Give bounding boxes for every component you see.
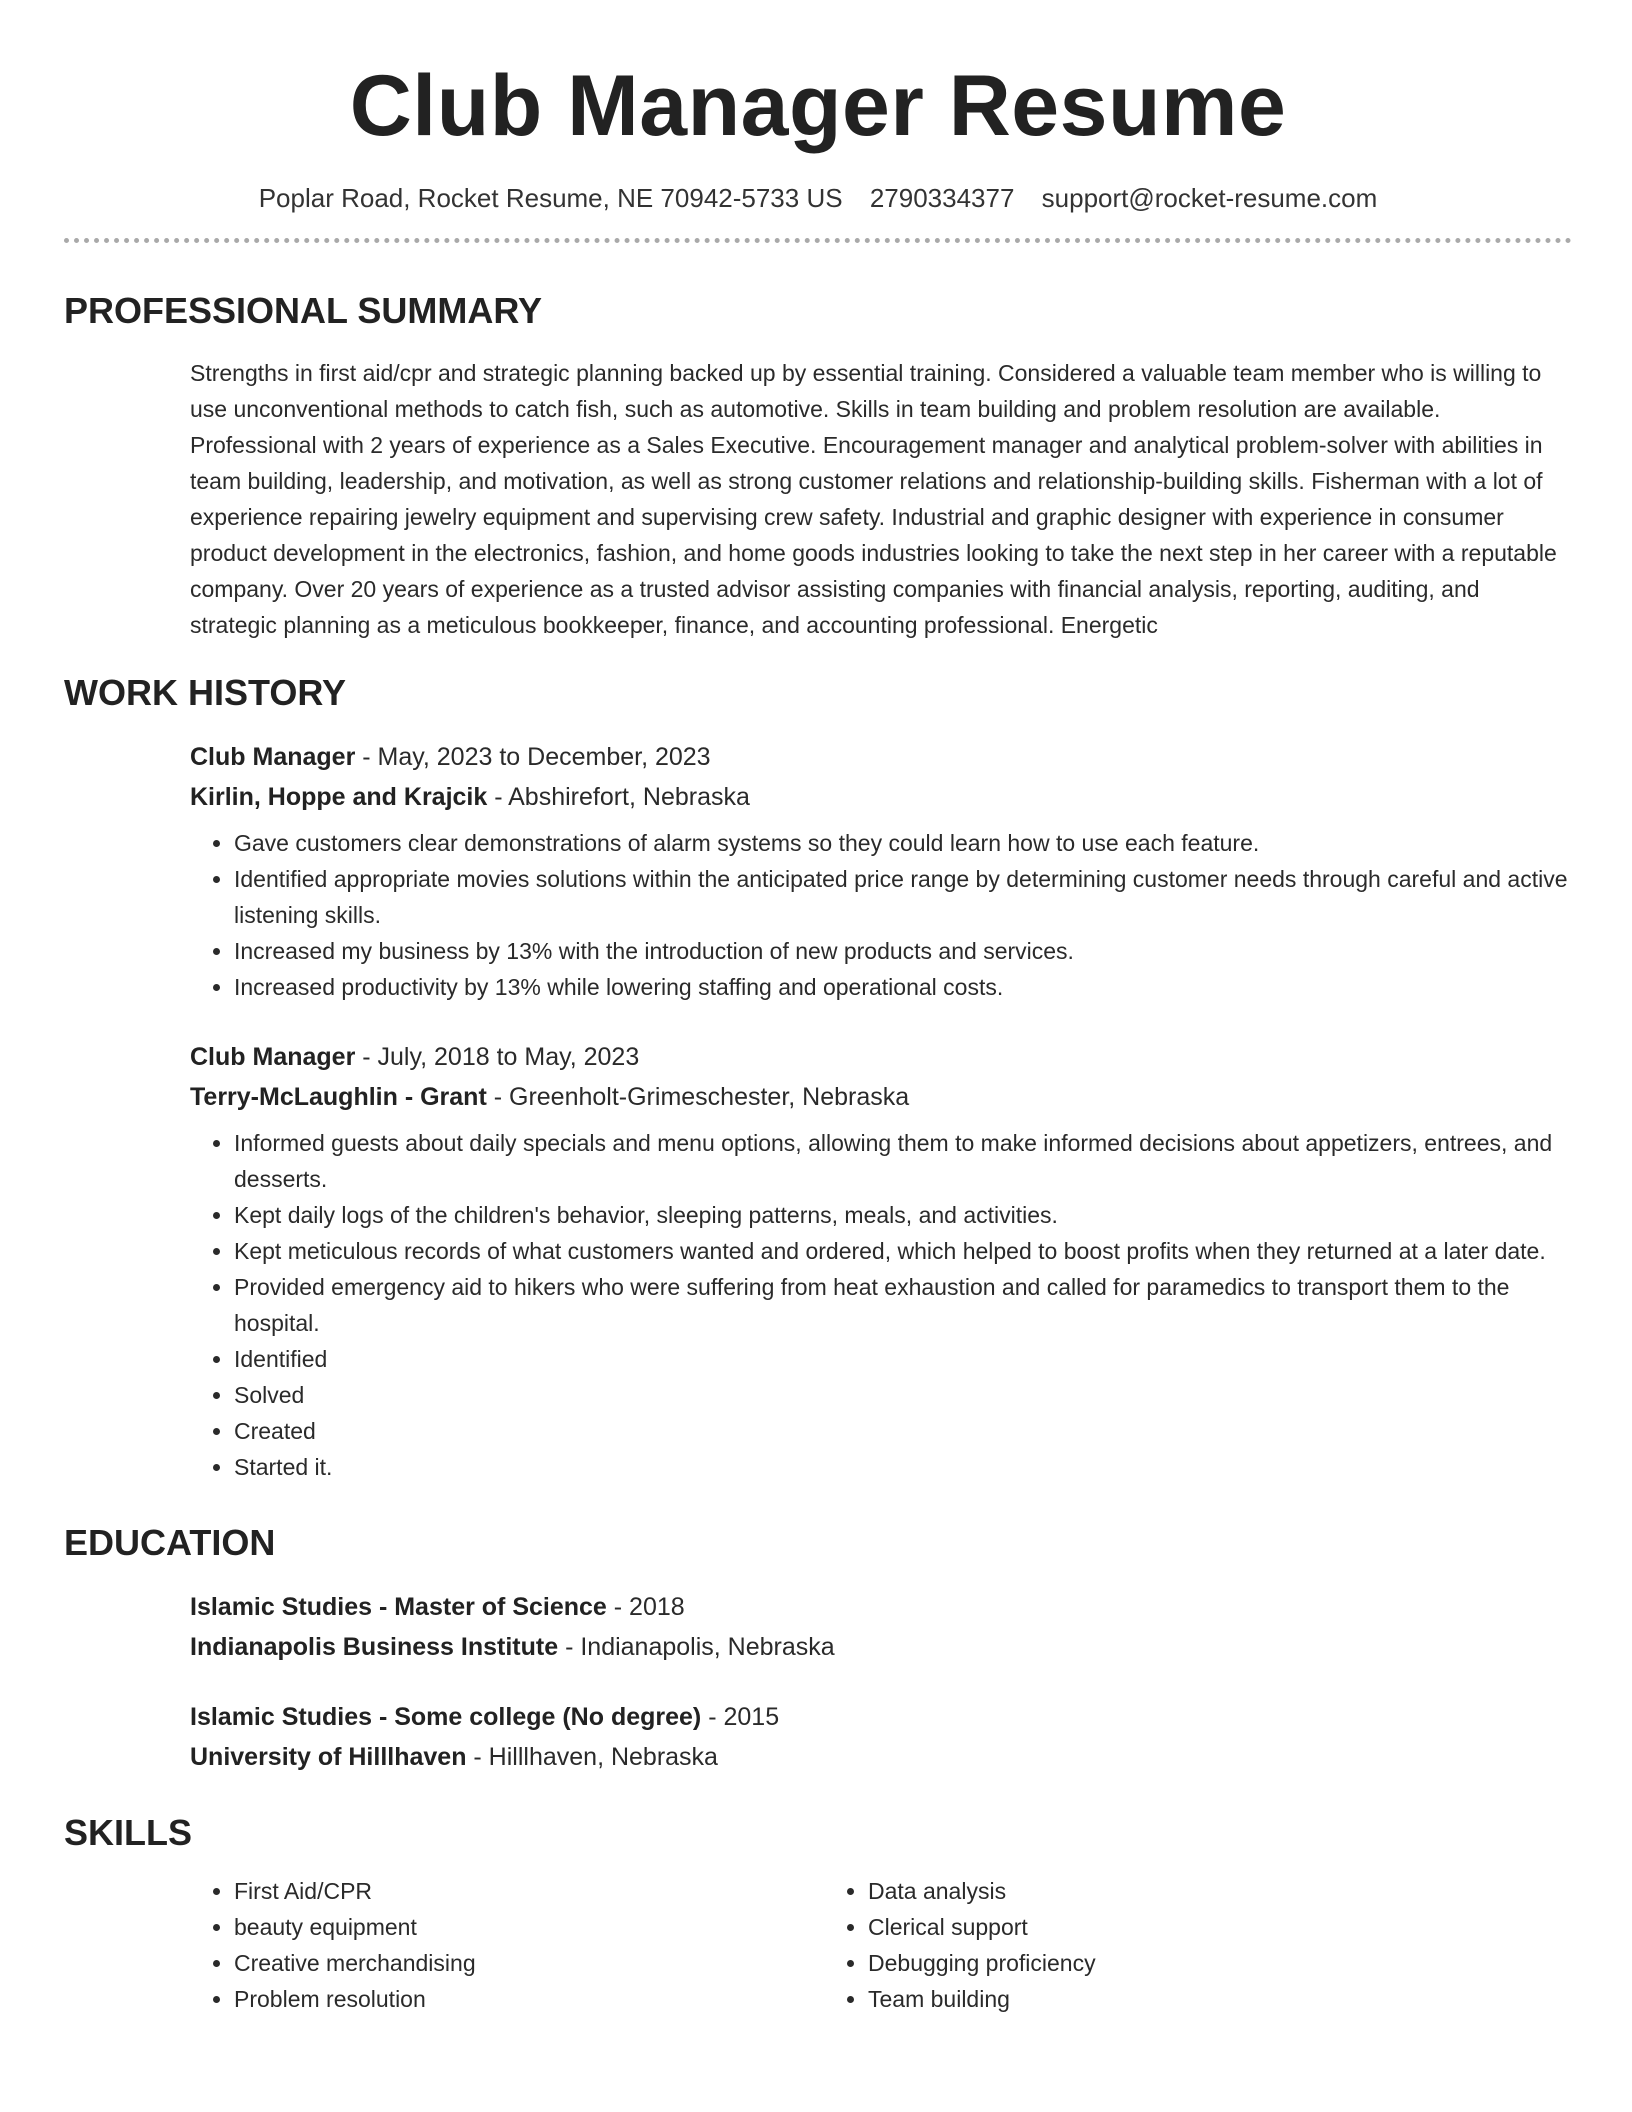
list-item: • Informed guests about daily specials and menu options, allowing them to make informed decisions about appetizers, entrees, and desserts. [234, 1125, 1572, 1197]
list-item: • Increased productivity by 13% while lowering staffing and operational costs. [234, 969, 1572, 1005]
section-heading-summary: PROFESSIONAL SUMMARY [64, 290, 543, 331]
resume-title: Club Manager Resume [349, 58, 1287, 154]
list-item: • Gave customers clear demonstrations of alarm systems so they could learn how to use each feature. [234, 825, 1572, 861]
skill-item: • Data analysis [868, 1873, 1458, 1909]
list-item: • Identified [234, 1341, 1572, 1377]
list-item: • Identified appropriate movies solutions within the anticipated price range by determining customer needs through careful and active listening skills. [234, 861, 1572, 933]
education-location: - Indianapolis, Nebraska [558, 1633, 835, 1661]
education-year: - 2018 [606, 1593, 685, 1621]
skill-item: • beauty equipment [234, 1909, 824, 1945]
skill-item: • Problem resolution [234, 1981, 824, 2017]
list-item: • Solved [234, 1377, 1572, 1413]
job-bullets [190, 1125, 1572, 1485]
list-item: • Kept meticulous records of what customers wanted and ordered, which helped to boost profits when they returned at a later date. [234, 1233, 1572, 1269]
skill-item: • First Aid/CPR [234, 1873, 824, 1909]
job-company: Kirlin, Hoppe and Krajcik [190, 783, 488, 811]
job-company: Terry-McLaughlin - Grant [190, 1083, 487, 1111]
job-dates: - July, 2018 to May, 2023 [355, 1043, 640, 1071]
education-entry [190, 1697, 1572, 1777]
list-item: • Started it. [234, 1449, 1572, 1485]
job-company-line [190, 1077, 1572, 1117]
job-location: - Abshirefort, Nebraska [487, 783, 750, 811]
education-school: Indianapolis Business Institute [190, 1633, 559, 1661]
skills-columns [190, 1873, 1572, 2017]
education-degree: Islamic Studies - Some college (No degree) [190, 1703, 702, 1731]
section-heading-work-history: WORK HISTORY [64, 672, 347, 713]
education-school-line [190, 1737, 1572, 1777]
resume-page [64, 0, 1572, 2017]
skill-item: • Debugging proficiency [868, 1945, 1458, 1981]
list-item: • Kept daily logs of the children's behavior, sleeping patterns, meals, and activities. [234, 1197, 1572, 1233]
education-degree: Islamic Studies - Master of Science [190, 1593, 607, 1621]
job-title: Club Manager [190, 743, 356, 771]
job-bullets [190, 825, 1572, 1005]
section-heading-education: EDUCATION [64, 1522, 276, 1563]
skill-item: • Creative merchandising [234, 1945, 824, 1981]
education-year: - 2015 [701, 1703, 780, 1731]
contact-phone: 2790334377 [869, 183, 1015, 213]
education-degree-line [190, 1697, 1572, 1737]
job-company-line [190, 777, 1572, 817]
header-divider [64, 238, 1572, 243]
education-entry [190, 1587, 1572, 1667]
skills-list-right [824, 1873, 1458, 2017]
job-entry [190, 737, 1572, 1005]
education-degree-line [190, 1587, 1572, 1627]
job-location: - Greenholt-Grimeschester, Nebraska [486, 1083, 910, 1111]
list-item: • Provided emergency aid to hikers who were suffering from heat exhaustion and called for paramedics to transport them to the hospital. [234, 1269, 1572, 1341]
summary-text: Strengths in first aid/cpr and strategic planning backed up by essential training. Considered a valuable team member who is willing to use unconventional methods to catch fish, such as automotive. Skills in team building and problem resolution are available. Professional with 2 years of experience as a Sales Executive. Encouragement manager and analytical problem-solver with abilities in team building, leadership, and motivation, as well as strong customer relations and relationship-building skills. Fisherman with a lot of experience repairing jewelry equipment and supervising crew safety. Industrial and graphic designer with experience in consumer product development in the electronics, fashion, and home goods industries looking to take the next step in her career with a reputable company. Over 20 years of experience as a trusted advisor assisting companies with financial analysis, reporting, auditing, and strategic planning as a meticulous bookkeeper, finance, and accounting professional. Energetic [190, 360, 1557, 638]
list-item: • Increased my business by 13% with the introduction of new products and services. [234, 933, 1572, 969]
job-title-line [190, 737, 1572, 777]
contact-email: support@rocket-resume.com [1041, 183, 1378, 213]
section-heading-skills: SKILLS [64, 1812, 193, 1853]
education-school: University of Hilllhaven [190, 1743, 467, 1771]
job-entry [190, 1037, 1572, 1485]
list-item: • Created [234, 1413, 1572, 1449]
education-school-line [190, 1627, 1572, 1667]
job-title-line [190, 1037, 1572, 1077]
skill-item: • Team building [868, 1981, 1458, 2017]
job-title: Club Manager [190, 1043, 356, 1071]
education-location: - Hilllhaven, Nebraska [466, 1743, 718, 1771]
skill-item: • Clerical support [868, 1909, 1458, 1945]
contact-line [64, 180, 1572, 216]
skills-list-left [190, 1873, 824, 2017]
contact-address: Poplar Road, Rocket Resume, NE 70942-5733 US [258, 183, 843, 213]
job-dates: - May, 2023 to December, 2023 [355, 743, 711, 771]
